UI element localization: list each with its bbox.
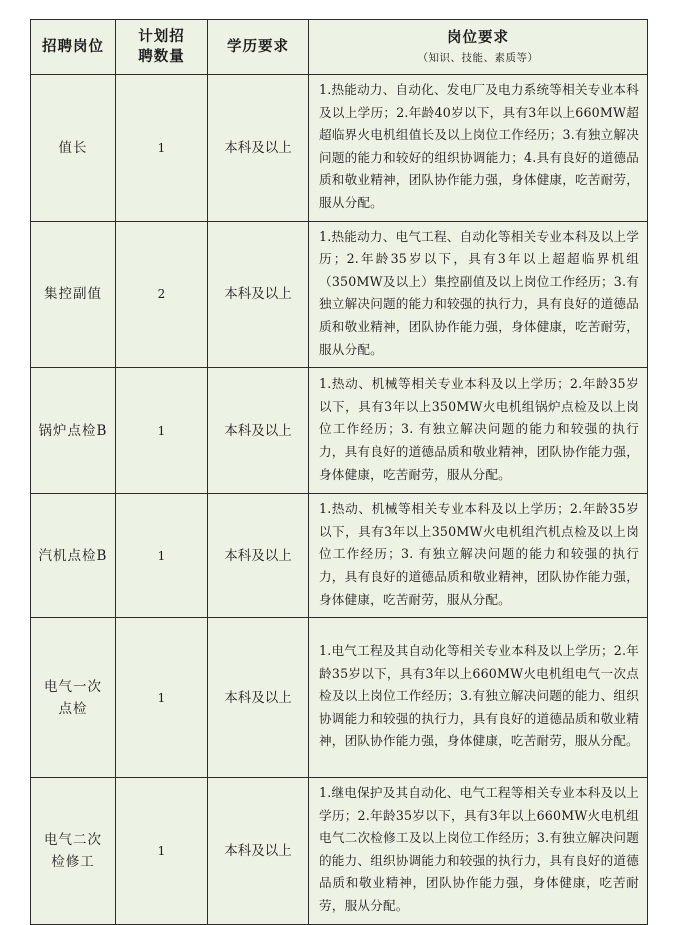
header-position: 招聘岗位 [31,20,116,75]
row-position-cell [31,221,116,368]
header-count-label: 计划招聘数量 [138,28,185,65]
row-education: 本科及以上 [208,75,309,222]
table-row [31,368,648,494]
header-requirements-label: 岗位要求 [447,29,509,46]
row-education: 本科及以上 [208,221,309,368]
header-count [116,20,208,75]
row-count: 1 [116,778,208,925]
table-row [31,221,648,368]
row-requirements: 1.热动、机械等相关专业本科及以上学历；2.年龄35岁以下，具有3年以上350MW火电机组锅炉点检及以上岗位工作经历；3. 有独立解决问题的能力和较强的执行力，具有良好的道德品质和敬业精神，团队协作能力强，身体健康，吃苦耐劳，服从分配。 [309,368,648,494]
row-requirements: 1.热动、机械等相关专业本科及以上学历；2.年龄35岁以下，具有3年以上350MW火电机组汽机点检及以上岗位工作经历；3. 有独立解决问题的能力和较强的执行力，具有良好的道德品质和敬业精神，团队协作能力强，身体健康，吃苦耐劳，服从分配。 [309,494,648,618]
row-education: 本科及以上 [208,368,309,494]
row-position-cell [31,75,116,222]
row-position: 值长 [58,139,88,156]
row-position: 电气二次检修工 [44,831,102,870]
table-header-row [31,20,648,75]
row-education: 本科及以上 [208,618,309,778]
table-row [31,75,648,222]
row-position: 汽机点检B [38,547,108,564]
row-requirements: 1.继电保护及其自动化、电气工程等相关专业本科及以上学历；2.年龄35岁以下，具有3年以上660MW火电机组电气二次检修工及以上岗位工作经历；3.有独立解决问题的能力、组织协调能力和较强的执行力，具有良好的道德品质和敬业精神，团队协作能力强，身体健康，吃苦耐劳，服从分配。 [309,778,648,925]
row-education: 本科及以上 [208,494,309,618]
row-position-cell [31,494,116,618]
row-count: 2 [116,221,208,368]
row-position-cell [31,778,116,925]
row-position: 集控副值 [44,286,102,303]
row-position: 锅炉点检B [38,422,108,439]
recruitment-table-container [30,19,647,925]
table-row [31,778,648,925]
header-requirements-subtitle: （知识、技能、素质等） [417,52,539,64]
header-requirements [309,20,648,75]
row-education: 本科及以上 [208,778,309,925]
header-education: 学历要求 [208,20,309,75]
row-count: 1 [116,494,208,618]
row-count: 1 [116,368,208,494]
table-row [31,618,648,778]
table-row [31,494,648,618]
row-position: 电气一次点检 [44,678,102,717]
row-count: 1 [116,75,208,222]
row-count: 1 [116,618,208,778]
row-position-cell [31,618,116,778]
row-requirements: 1.电气工程及其自动化等相关专业本科及以上学历；2.年龄35岁以下，具有3年以上660MW火电机组电气一次点检及以上岗位工作经历；3.有独立解决问题的能力、组织协调能力和较强的执行力，具有良好的道德品质和敬业精神，团队协作能力强，身体健康，吃苦耐劳，服从分配。 [309,618,648,778]
row-requirements: 1.热能动力、电气工程、自动化等相关专业本科及以上学历；2.年龄35岁以下，具有3年以上超超临界机组（350MW及以上）集控副值及以上岗位工作经历；3.有独立解决问题的能力和较强的执行力，具有良好的道德品质和敬业精神，团队协作能力强，身体健康，吃苦耐劳，服从分配。 [309,221,648,368]
recruitment-table [30,19,648,925]
row-requirements: 1.热能动力、自动化、发电厂及电力系统等相关专业本科及以上学历；2.年龄40岁以下，具有3年以上660MW超超临界火电机组值长及以上岗位工作经历；3.有独立解决问题的能力和较好的组织协调能力；4.具有良好的道德品质和敬业精神，团队协作能力强，身体健康，吃苦耐劳，服从分配。 [309,75,648,222]
row-position-cell [31,368,116,494]
